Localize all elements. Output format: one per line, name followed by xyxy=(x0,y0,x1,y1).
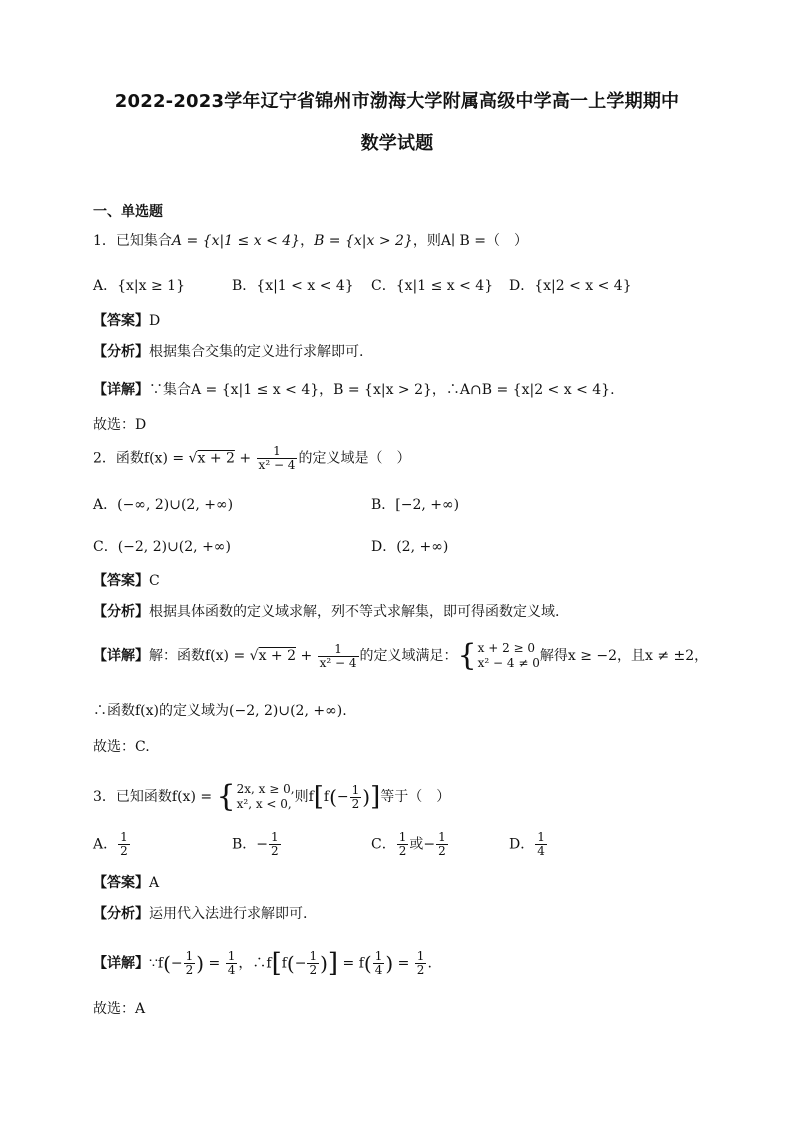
q2-choice: 故选：C. xyxy=(93,739,150,755)
q3-stem-post: 等于（ ） xyxy=(380,789,451,805)
q3-answer xyxy=(93,874,159,892)
q1-detail xyxy=(93,381,615,399)
q3-option-a: A． $\frac{1}{2}$ xyxy=(93,830,128,858)
q3-answer-tag: 【答案】 xyxy=(93,875,149,891)
q2-plus: + xyxy=(234,450,256,467)
document-title: 2022-2023学年辽宁省锦州市渤海大学附属高级中学高一上学期期中 xyxy=(114,91,680,112)
q3-inner-f: f xyxy=(323,789,330,805)
q1-answer-value: D xyxy=(149,313,161,329)
q1-detail-text: ∵集合A = {x|1 ≤ x < 4}，B = {x|x > 2}，∴A∩B = {x|2 < x < 4}. xyxy=(149,382,615,398)
q2-analysis-tag: 【分析】 xyxy=(93,604,149,620)
q3-analysis xyxy=(93,905,307,923)
q3-analysis-text: 运用代入法进行求解即可. xyxy=(149,906,308,922)
q3-analysis-tag: 【分析】 xyxy=(93,906,149,922)
q2-detail-sqrt: x + 2 xyxy=(258,648,296,664)
q2-detail-plus: + xyxy=(296,648,317,664)
q3-option-d: D． $\frac{1}{4}$ xyxy=(509,830,545,858)
q1-answer xyxy=(93,312,160,330)
q1-detail-tag: 【详解】 xyxy=(93,382,149,398)
q1-option-c: C．{x|1 ≤ x < 4} xyxy=(371,278,494,294)
q2-detail-post: 解得x ≥ −2，且x ≠ ±2， xyxy=(539,648,709,664)
q3-detail: 【详解】∵f(− $\frac{1}{2}$ ) = $\frac{1}{4}$ ，∴f[f(− $\frac{1}{2}$ )] = f( $\frac{1}{4}$ ) = $\frac{1}{2}$ . xyxy=(93,948,432,979)
q2-option-d: D．(2, +∞) xyxy=(371,539,449,555)
q3-stem-mid: 则f xyxy=(294,789,314,805)
question-2-stem: 2．函数f(x) = √x + 2 + $\frac{1}{\text{x² − 4}}$ 的定义域是（ ） xyxy=(93,444,411,472)
q1-analysis-tag: 【分析】 xyxy=(93,344,149,360)
q2-option-b: B．[−2, +∞) xyxy=(371,497,460,513)
q1-analysis xyxy=(93,343,363,361)
q1-answer-tag: 【答案】 xyxy=(93,313,149,329)
q1-option-b: B．{x|1 < x < 4} xyxy=(232,278,354,294)
q3-stem-pre: 3．已知函数f(x) = xyxy=(93,789,217,805)
q2-stem-pre: 2．函数f(x) = xyxy=(93,450,189,467)
q3-cases: 2x, x ≥ 0, x², x < 0, xyxy=(236,782,295,811)
q2-brace: { xyxy=(457,638,477,673)
q1-choice: 故选：D xyxy=(93,417,147,433)
q3-answer-value: A xyxy=(149,875,160,891)
q2-detail: 【详解】解：函数f(x) = √x + 2 + $\frac{1}{\text{x² − 4}}$ 的定义域满足：{ x + 2 ≥ 0 x² − 4 ≠ 0 解得x ≥ −2，且x ≠ ±2， xyxy=(93,638,709,673)
q1-analysis-text: 根据集合交集的定义进行求解即可. xyxy=(149,344,364,360)
q2-conclusion: ∴函数f(x)的定义域为(−2, 2)∪(2, +∞). xyxy=(93,703,347,719)
q2-detail-tag: 【详解】 xyxy=(93,648,149,664)
q2-fraction: $\frac{1}{\text{x² − 4}}$ xyxy=(258,444,296,472)
q3-choice: 故选：A xyxy=(93,1001,146,1017)
q2-analysis xyxy=(93,603,559,621)
q1-set-a: A = {x|1 ≤ x < 4} xyxy=(171,233,301,249)
q1-set-b: B = {x|x > 2} xyxy=(314,233,413,249)
document-subtitle: 数学试题 xyxy=(360,133,434,154)
q2-option-c: C．(−2, 2)∪(2, +∞) xyxy=(93,539,231,555)
q1-option-d: D．{x|2 < x < 4} xyxy=(509,278,632,294)
q2-option-a: A．(−∞, 2)∪(2, +∞) xyxy=(93,497,234,513)
q2-sqrt-arg: x + 2 xyxy=(197,450,235,467)
q1-stem-post: ，则A∣ B =（ ） xyxy=(412,233,528,249)
section-heading: 一、单选题 xyxy=(93,204,163,220)
q2-stem-post: 的定义域是（ ） xyxy=(298,450,411,467)
question-3-stem: 3．已知函数f(x) = { 2x, x ≥ 0, x², x < 0, 则f[f(− $\frac{1}{2}$ )]等于（ ） xyxy=(93,779,451,814)
q3-option-b: B．− $\frac{1}{2}$ xyxy=(232,830,279,858)
q3-detail-tag: 【详解】 xyxy=(93,955,149,972)
q2-detail-mid: 的定义域满足： xyxy=(359,648,458,664)
q1-stem-pre: 1．已知集合 xyxy=(93,233,172,249)
q2-detail-fraction: $\frac{1}{\text{x² − 4}}$ xyxy=(319,641,357,670)
q3-arg-sign: − xyxy=(336,789,349,805)
q2-analysis-text: 根据具体函数的定义域求解，列不等式求解集，即可得函数定义域. xyxy=(149,604,560,620)
q2-detail-pre: 解：函数f(x) = xyxy=(149,648,250,664)
q3-arg-fraction: $\frac{1}{2}$ xyxy=(351,782,360,811)
q2-answer-tag: 【答案】 xyxy=(93,573,149,589)
q2-answer-value: C xyxy=(149,573,160,589)
question-1-stem: 1．已知集合A = {x|1 ≤ x < 4}，B = {x|x > 2}，则A∣ B =（ ） xyxy=(93,233,528,249)
q2-answer xyxy=(93,572,160,590)
q1-option-a: A．{x|x ≥ 1} xyxy=(93,278,185,294)
q3-option-c: C． $\frac{1}{2}$ 或− $\frac{1}{2}$ xyxy=(371,830,446,858)
q2-cases: x + 2 ≥ 0 x² − 4 ≠ 0 xyxy=(477,641,540,670)
q3-brace: { xyxy=(216,779,236,814)
